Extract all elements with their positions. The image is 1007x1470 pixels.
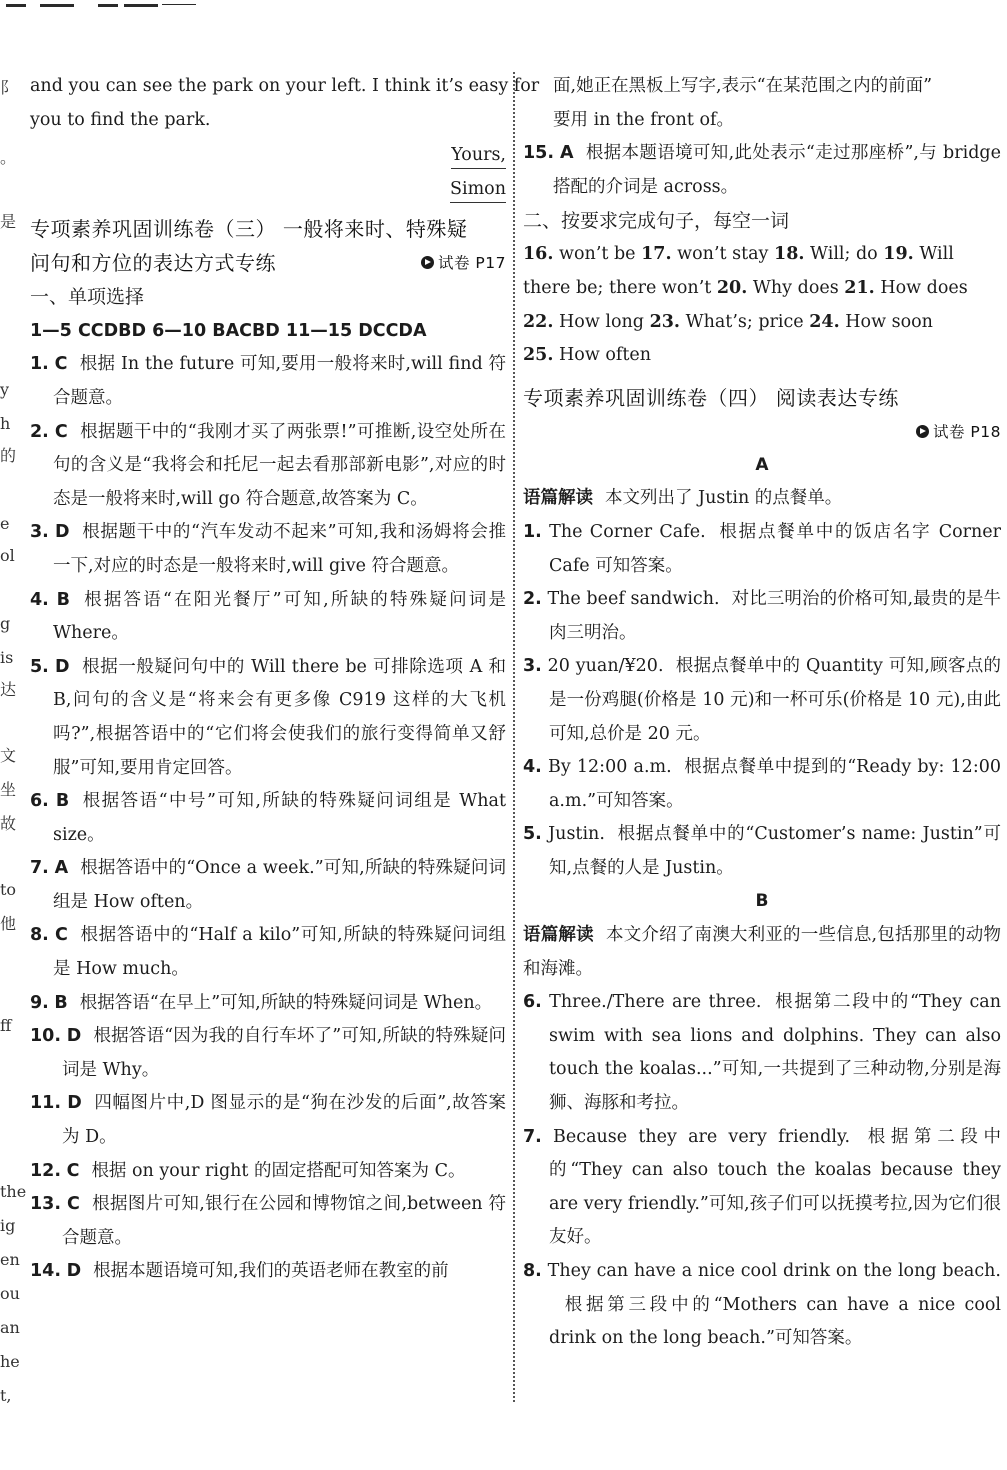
item-number: 19. [883, 244, 914, 265]
item-explanation: 根据答语中的“Half a kilo”可知,所缺的特殊疑问词组是 How much。 [53, 925, 506, 980]
fill-answer: won’t stay [677, 244, 769, 265]
continued-line: 要用 in the front of。 [553, 109, 734, 130]
letter-line: you to find the park. [30, 109, 211, 130]
edge-fragment: to [0, 880, 17, 899]
section-title-3-line2 [30, 246, 506, 280]
fill-answer: How soon [845, 311, 933, 332]
item-number: 12. [30, 1160, 62, 1181]
item-answer: B [55, 791, 70, 812]
item-answer: They can have a nice cool drink on the long beach. [547, 1261, 1001, 1281]
item-answer: A [54, 858, 69, 879]
item-explanation: 四幅图片中,D 图显示的是“狗在沙发的后面”,故答案为 D。 [62, 1093, 506, 1148]
fill-answer: How long [559, 311, 644, 332]
item-number: 17. [641, 244, 672, 265]
fill-answer-row [523, 272, 1001, 306]
play-arrow-icon [916, 425, 929, 438]
edge-fragment: is [0, 648, 14, 667]
item-number: 3. [523, 656, 542, 677]
edge-fragment: h [0, 414, 11, 433]
letter-line: and you can see the park on your left. I think it’s easy for [30, 76, 540, 96]
edge-fragment: e [0, 514, 10, 533]
part-label-b: B [755, 891, 769, 912]
fill-answer: won’t be [559, 244, 636, 265]
fill-answer: Will [919, 244, 954, 265]
ref-text: 试卷 P18 [933, 422, 1001, 441]
answer-item [523, 1255, 1001, 1356]
item-answer: C [54, 354, 68, 375]
item-explanation: 根据第二段中的“They can also touch the koalas because they are very friendly.”可知,孩子们可以抚摸考拉,因为它们很友好。 [549, 1126, 1001, 1248]
item-explanation: 根据答语“在早上”可知,所缺的特殊疑问词是 When。 [79, 992, 493, 1013]
item-number: 2. [523, 589, 542, 610]
item-explanation: 根据第三段中的“Mothers can have a nice cool drink on the long beach.”可知答案。 [549, 1294, 1001, 1349]
item-explanation: 根据答语“中号”可知,所缺的特殊疑问词组是 What size。 [53, 791, 506, 845]
answer-item [30, 651, 506, 785]
analysis-label: 语篇解读 [523, 925, 594, 946]
fill-answer-row [523, 306, 1001, 340]
item-number: 8. [30, 925, 49, 946]
item-number: 4. [523, 757, 542, 778]
analysis-text: 本文介绍了南澳大利亚的一些信息,包括那里的动物和海滩。 [523, 925, 1002, 979]
item-answer: D [67, 1093, 82, 1114]
answer-item [30, 1255, 506, 1289]
item-answer: The Corner Cafe. [549, 521, 706, 542]
item-number: 5. [30, 656, 49, 677]
item-answer: Justin. [548, 824, 605, 845]
item-answer: By 12:00 a.m. [548, 757, 672, 778]
letter-signature: Simon [30, 173, 506, 207]
item-number: 25. [523, 345, 554, 366]
answer-item [523, 1121, 1001, 1255]
item-explanation: 根据点餐单中的“Customer’s name: Justin”可知,点餐的人是 Justin。 [549, 824, 1001, 878]
edge-fragment: ig [0, 1216, 16, 1235]
continued-line: 面,她正在黑板上写字,表示“在某范围之内的前面” [553, 76, 933, 96]
fill-answer-row [523, 339, 1001, 373]
play-arrow-icon [421, 256, 434, 269]
edge-fragment: an [0, 1318, 20, 1337]
title-text: 问句和方位的表达方式专练 [30, 251, 276, 276]
item-number: 2. [30, 421, 49, 442]
answer-item [523, 818, 1001, 885]
item-number: 15. [523, 143, 555, 164]
answer-item [523, 650, 1001, 751]
analysis-text: 本文列出了 Justin 的点餐单。 [605, 488, 843, 509]
item-number: 20. [716, 277, 748, 298]
item-number: 23. [649, 311, 681, 332]
item-answer: A [559, 143, 574, 164]
item-number: 6. [30, 791, 49, 812]
item-answer: Three./There are three. [549, 992, 762, 1013]
top-edge-mark [40, 4, 74, 7]
item-explanation: 根据题干中的“汽车发动不起来”可知,我和汤姆将会推一下,对应的时态是一般将来时,will give 符合题意。 [53, 522, 506, 576]
item-explanation: 根据图片可知,银行在公园和博物馆之间,between 符合题意。 [62, 1194, 506, 1248]
top-edge-mark [162, 4, 196, 5]
answer-item [523, 751, 1001, 818]
item-explanation: 根据题干中的“我刚才买了两张票!”可推断,设空处所在句的含义是“我将会和托尼一起去看那部新电影”,对应的时态是一般将来时,will go 符合题意,故答案为 C。 [53, 421, 506, 509]
item-number: 7. [30, 858, 49, 879]
edge-fragment: 他 [0, 914, 17, 933]
answer-item [30, 348, 506, 415]
item-answer: 20 yuan/¥20. [547, 656, 664, 677]
item-number: 22. [523, 311, 554, 332]
answer-item [30, 1020, 506, 1087]
item-answer: C [66, 1160, 80, 1181]
part-heading: 一、单项选择 [30, 286, 145, 309]
edge-fragment: y [0, 380, 10, 399]
fill-answer: Will; do [810, 244, 878, 265]
edge-fragment: ol [0, 546, 15, 565]
edge-fragment: 坐 [0, 780, 17, 799]
item-number: 14. [30, 1261, 62, 1282]
paper-ref [916, 415, 1001, 449]
item-answer: D [66, 1026, 82, 1047]
item-number: 1. [523, 521, 542, 542]
edge-fragment: g [0, 614, 11, 633]
item-answer: B [54, 992, 68, 1013]
item-number: 13. [30, 1194, 62, 1215]
column-divider [513, 72, 515, 1402]
item-number: 18. [774, 244, 805, 265]
item-number: 8. [523, 1261, 542, 1281]
item-explanation: 根据点餐单中提到的“Ready by: 12:00 a.m.”可知答案。 [549, 757, 1001, 811]
left-edge-fragments [0, 70, 27, 1450]
answer-item [30, 852, 506, 919]
item-number: 9. [30, 992, 49, 1013]
analysis-b [523, 919, 1001, 986]
item-number: 3. [30, 522, 49, 543]
edge-fragment: 的 [0, 446, 17, 465]
analysis-a [523, 482, 1001, 516]
section-title-4: 专项素养巩固训练卷（四） 阅读表达专练 [523, 385, 899, 410]
item-answer: C [55, 925, 68, 946]
analysis-label: 语篇解读 [523, 488, 593, 509]
item-answer: Because they are very friendly. [553, 1126, 851, 1147]
item-answer: D [55, 656, 70, 677]
item-answer: C [66, 1194, 80, 1215]
item-explanation: 根据第二段中的“They can swim with sea lions and dolphins. They can also touch the koalas...”可知,一共提到了三种动物,分别是海狮、海豚和考拉。 [549, 992, 1001, 1114]
item-explanation: 根据点餐单中的饭店名字 Corner Cafe 可知答案。 [549, 521, 1001, 576]
section-title-3: 专项素养巩固训练卷（三） 一般将来时、特殊疑 [30, 217, 468, 242]
edge-fragment: 阝 [0, 78, 17, 97]
edge-fragment: en [0, 1250, 20, 1269]
item-explanation: 根据 on your right 的固定搭配可知答案为 C。 [91, 1160, 466, 1181]
top-edge-mark [124, 4, 158, 7]
part-heading: 二、按要求完成句子，每空一词 [523, 210, 790, 233]
item-number: 10. [30, 1026, 62, 1047]
answer-item [523, 516, 1001, 583]
edge-fragment: 达 [0, 680, 17, 699]
paper-ref [421, 246, 506, 280]
paper-ref-row [523, 415, 1001, 449]
answer-item [30, 785, 506, 852]
item-number: 21. [844, 277, 875, 298]
top-edge-mark [98, 4, 118, 7]
letter-closing: Yours, [30, 139, 506, 173]
item-answer: B [56, 589, 70, 610]
item-explanation: 根据答语“因为我的自行车坏了”可知,所缺的特殊疑问词是 Why。 [62, 1026, 506, 1080]
item-explanation: 根据答语“在阳光餐厅”可知,所缺的特殊疑问词是 Where。 [53, 589, 506, 644]
answer-item [523, 137, 1001, 204]
fill-answer: there be; there won’t [523, 277, 712, 298]
item-answer: The beef sandwich. [547, 589, 720, 610]
edge-fragment: the [0, 1182, 27, 1201]
answer-item [30, 584, 506, 651]
item-answer: D [55, 522, 70, 543]
edge-fragment: ou [0, 1284, 20, 1303]
edge-fragment: t, [0, 1386, 12, 1405]
edge-fragment: he [0, 1352, 20, 1371]
answer-item [523, 986, 1001, 1120]
answer-key: 1—5 CCDBD 6—10 BACBD 11—15 DCCDA [30, 321, 427, 342]
item-number: 5. [523, 824, 542, 845]
fill-answer: How often [559, 345, 652, 366]
item-number: 4. [30, 589, 49, 610]
item-number: 1. [30, 354, 49, 375]
item-explanation: 根据本题语境可知,我们的英语老师在教室的前 [93, 1261, 449, 1282]
item-answer: D [66, 1261, 82, 1282]
answer-item [30, 416, 506, 517]
edge-fragment: ff [0, 1016, 12, 1035]
top-edge-bar [0, 0, 1007, 14]
edge-fragment: 是 [0, 212, 17, 231]
edge-fragment: 。 [0, 148, 17, 167]
answer-item [30, 1087, 506, 1154]
item-explanation: 根据点餐单中的 Quantity 可知,顾客点的是一份鸡腿(价格是 10 元)和一杯可乐(价格是 10 元),由此可知,总价是 20 元。 [549, 656, 1001, 744]
fill-answer: Why does [752, 277, 839, 298]
item-number: 7. [523, 1126, 542, 1147]
answer-list-b [523, 986, 1001, 1356]
answer-item [523, 583, 1001, 650]
answer-item [30, 1188, 506, 1255]
ref-text: 试卷 P17 [438, 254, 506, 273]
item-answer: C [54, 421, 68, 442]
answer-item [30, 987, 506, 1021]
fill-answer-row [523, 238, 1001, 272]
right-column [523, 70, 1001, 1356]
edge-fragment: 文 [0, 746, 17, 765]
item-explanation: 根据 In the future 可知,要用一般将来时,will find 符合题意。 [53, 354, 506, 408]
item-explanation: 根据本题语境可知,此处表示“走过那座桥”,与 bridge 搭配的介词是 across。 [553, 143, 1001, 197]
top-edge-mark [6, 4, 26, 7]
edge-fragment: 故 [0, 814, 17, 833]
item-number: 11. [30, 1093, 62, 1114]
fill-answer: What’s; price [685, 311, 804, 332]
answer-item [30, 1155, 506, 1189]
item-explanation: 对比三明治的价格可知,最贵的是牛肉三明治。 [549, 589, 1001, 643]
item-number: 6. [523, 992, 542, 1013]
item-number: 24. [809, 311, 840, 332]
answer-item [30, 919, 506, 986]
answer-list-a [523, 516, 1001, 886]
fill-answers [523, 238, 1001, 372]
answer-item [30, 516, 506, 583]
item-explanation: 根据答语中的“Once a week.”可知,所缺的特殊疑问词组是 How often。 [53, 858, 506, 912]
item-explanation: 根据一般疑问句中的 Will there be 可排除选项 A 和 B,问句的含义是“将来会有更多像 C919 这样的大飞机吗?”,根据答语中的“它们将会使我们的旅行变得简单又舒服”可知,要用肯定回答。 [53, 656, 506, 778]
answer-list [30, 348, 506, 1289]
fill-answer: How does [880, 277, 968, 298]
part-label-a: A [755, 454, 769, 475]
item-number: 16. [523, 244, 554, 265]
